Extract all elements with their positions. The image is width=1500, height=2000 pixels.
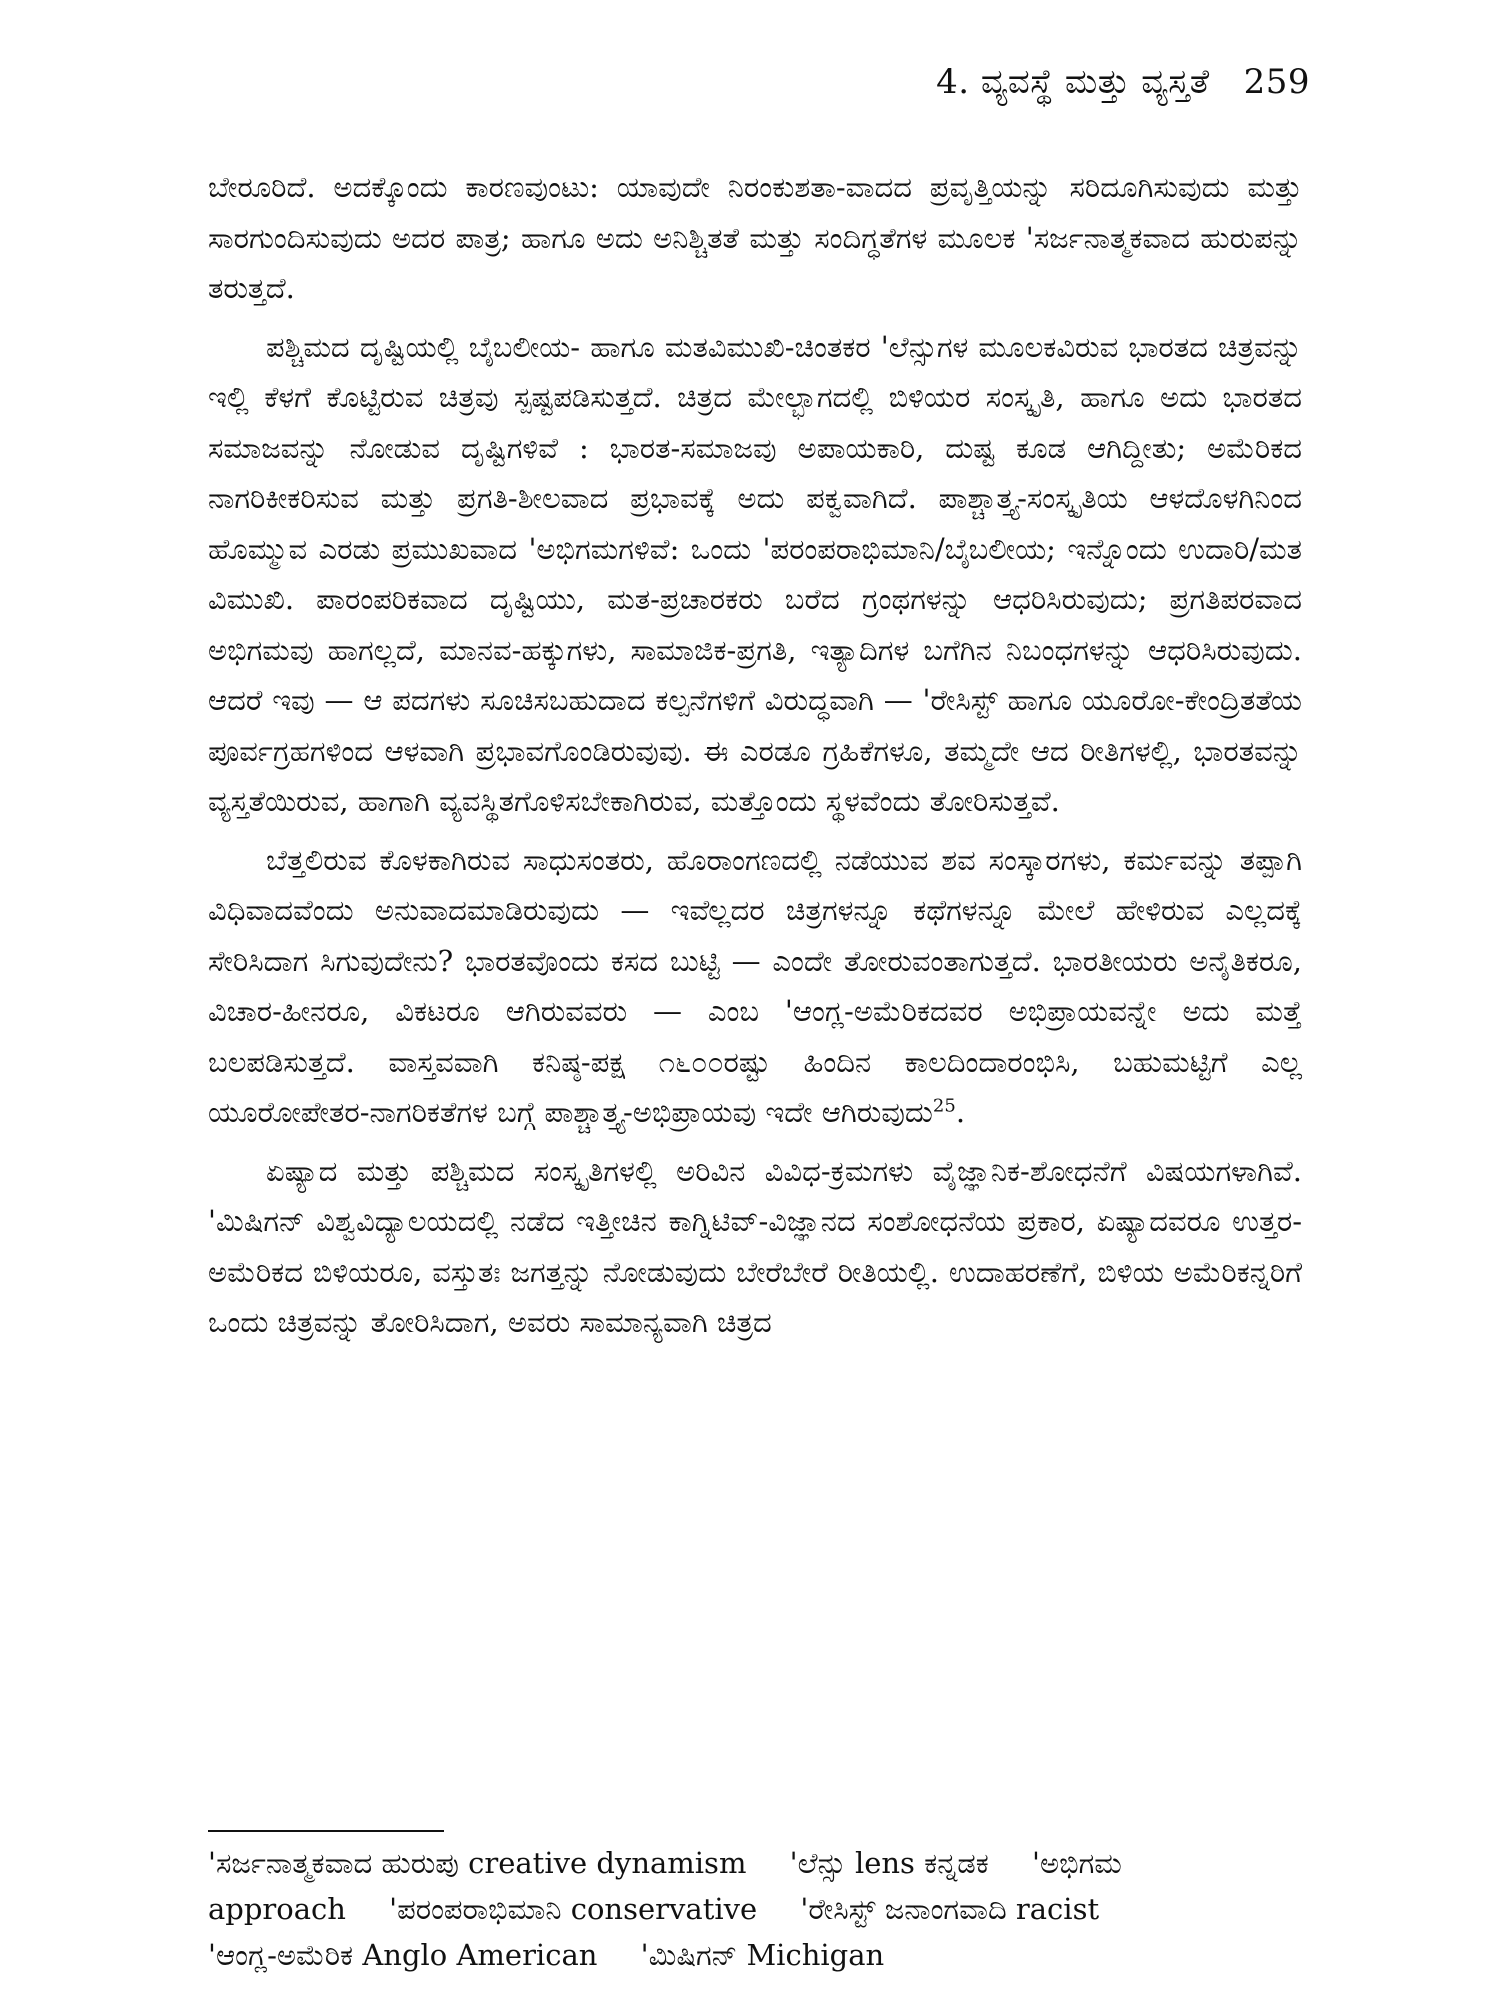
- footnote-line-2: [208, 1886, 1302, 1932]
- glossary-entry: 'ಲೆನ್ಸು lens ಕನ್ನಡಕ: [789, 1846, 989, 1880]
- footnotes: [208, 1840, 1302, 1978]
- footnote-reference: 25: [932, 1095, 956, 1117]
- footnote-line-3: [208, 1932, 1302, 1978]
- paragraph-3: ಬೆತ್ತಲಿರುವ ಕೊಳಕಾಗಿರುವ ಸಾಧುಸಂತರು, ಹೊರಾಂಗಣದಲ್ಲಿ ನಡೆಯುವ ಶವ ಸಂಸ್ಕಾರಗಳು, ಕರ್ಮವನ್ನು ತಪ್ಪಾಗಿ ವಿಧಿವಾದವೆಂದು ಅನುವಾದಮಾಡಿರುವುದು — ಇವೆಲ್ಲದರ ಚಿತ್ರಗಳನ್ನೂ ಕಥೆಗಳನ್ನೂ ಮೇಲೆ ಹೇಳಿರುವ ಎಲ್ಲದಕ್ಕೆ ಸೇರಿಸಿದಾಗ ಸಿಗುವುದೇನು? ಭಾರತವೊಂದು ಕಸದ ಬುಟ್ಟಿ — ಎಂದೇ ತೋರುವಂತಾಗುತ್ತದೆ. ಭಾರತೀಯರು ಅನೈತಿಕರೂ, ವಿಚಾರ-ಹೀನರೂ, ವಿಕಟರೂ ಆಗಿರುವವರು — ಎಂಬ 'ಆಂಗ್ಲ-ಅಮೆರಿಕದವರ ಅಭಿಪ್ರಾಯವನ್ನೇ ಅದು ಮತ್ತೆ ಬಲಪಡಿಸುತ್ತದೆ. ವಾಸ್ತವವಾಗಿ ಕನಿಷ್ಠ-ಪಕ್ಷ ೧೬೦೦ರಷ್ಟು ಹಿಂದಿನ ಕಾಲದಿಂದಾರಂಭಿಸಿ, ಬಹುಮಟ್ಟಿಗೆ ಎಲ್ಲ ಯೂರೋಪೇತರ-ನಾಗರಿಕತೆಗಳ ಬಗ್ಗೆ ಪಾಶ್ಚಾತ್ತ್ಯ-ಅಭಿಪ್ರಾಯವು ಇದೇ ಆಗಿರುವುದು$^{25}$.: [208, 842, 1302, 1129]
- glossary-entry: 'ಪರಂಪರಾಭಿಮಾನಿ conservative: [389, 1892, 758, 1926]
- footnote-divider: [208, 1830, 444, 1832]
- glossary-entry: 'ಅಭಿಗಮ: [1032, 1846, 1122, 1880]
- paragraph-3-text: ಬೆತ್ತಲಿರುವ ಕೊಳಕಾಗಿರುವ ಸಾಧುಸಂತರು, ಹೊರಾಂಗಣದಲ್ಲಿ ನಡೆಯುವ ಶವ ಸಂಸ್ಕಾರಗಳು, ಕರ್ಮವನ್ನು ತಪ್ಪಾಗಿ ವಿಧಿವಾದವೆಂದು ಅನುವಾದಮಾಡಿರುವುದು — ಇವೆಲ್ಲದರ ಚಿತ್ರಗಳನ್ನೂ ಕಥೆಗಳನ್ನೂ ಮೇಲೆ ಹೇಳಿರುವ ಎಲ್ಲದಕ್ಕೆ ಸೇರಿಸಿದಾಗ ಸಿಗುವುದೇನು? ಭಾರತವೊಂದು ಕಸದ ಬುಟ್ಟಿ — ಎಂದೇ ತೋರುವಂತಾಗುತ್ತದೆ. ಭಾರತೀಯರು ಅನೈತಿಕರೂ, ವಿಚಾರ-ಹೀನರೂ, ವಿಕಟರೂ ಆಗಿರುವವರು — ಎಂಬ 'ಆಂಗ್ಲ-ಅಮೆರಿಕದವರ ಅಭಿಪ್ರಾಯವನ್ನೇ ಅದು ಮತ್ತೆ ಬಲಪಡಿಸುತ್ತದೆ. ವಾಸ್ತವವಾಗಿ ಕನಿಷ್ಠ-ಪಕ್ಷ ೧೬೦೦ರಷ್ಟು ಹಿಂದಿನ ಕಾಲದಿಂದಾರಂಭಿಸಿ, ಬಹುಮಟ್ಟಿಗೆ ಎಲ್ಲ ಯೂರೋಪೇತರ-ನಾಗರಿಕತೆಗಳ ಬಗ್ಗೆ ಪಾಶ್ಚಾತ್ತ್ಯ-ಅಭಿಪ್ರಾಯವು ಇದೇ ಆಗಿರುವುದು: [208, 842, 1302, 1129]
- paragraph-4: ಏಷ್ಯಾದ ಮತ್ತು ಪಶ್ಚಿಮದ ಸಂಸ್ಕೃತಿಗಳಲ್ಲಿ ಅರಿವಿನ ವಿವಿಧ-ಕ್ರಮಗಳು ವೈಜ್ಞಾನಿಕ-ಶೋಧನೆಗೆ ವಿಷಯಗಳಾಗಿವೆ. 'ಮಿಷಿಗನ್ ವಿಶ್ವವಿದ್ಯಾಲಯದಲ್ಲಿ ನಡೆದ ಇತ್ತೀಚಿನ ಕಾಗ್ನಿಟಿವ್-ವಿಜ್ಞಾನದ ಸಂಶೋಧನೆಯ ಪ್ರಕಾರ, ಏಷ್ಯಾದವರೂ ಉತ್ತರ-ಅಮೆರಿಕದ ಬಿಳಿಯರೂ, ವಸ್ತುತಃ ಜಗತ್ತನ್ನು ನೋಡುವುದು ಬೇರೆಬೇರೆ ರೀತಿಯಲ್ಲಿ. ಉದಾಹರಣೆಗೆ, ಬಿಳಿಯ ಅಮೆರಿಕನ್ನರಿಗೆ ಒಂದು ಚಿತ್ರವನ್ನು ತೋರಿಸಿದಾಗ, ಅವರು ಸಾಮಾನ್ಯವಾಗಿ ಚಿತ್ರದ: [208, 1153, 1302, 1339]
- running-head: [936, 62, 1310, 102]
- paragraph-1: ಬೇರೂರಿದೆ. ಅದಕ್ಕೊಂದು ಕಾರಣವುಂಟು: ಯಾವುದೇ ನಿರಂಕುಶತಾ-ವಾದದ ಪ್ರವೃತ್ತಿಯನ್ನು ಸರಿದೂಗಿಸುವುದು ಮತ್ತು ಸಾರಗುಂದಿಸುವುದು ಅದರ ಪಾತ್ರ; ಹಾಗೂ ಅದು ಅನಿಶ್ಚಿತತೆ ಮತ್ತು ಸಂದಿಗ್ಧತೆಗಳ ಮೂಲಕ 'ಸರ್ಜನಾತ್ಮಕವಾದ ಹುರುಪನ್ನು ತರುತ್ತದೆ.: [208, 170, 1302, 305]
- running-title: 4. ವ್ಯವಸ್ಥೆ ಮತ್ತು ವ್ಯಸ್ತತೆ: [936, 62, 1210, 102]
- glossary-entry: 'ಆಂಗ್ಲ-ಅಮೆರಿಕ Anglo American: [208, 1938, 598, 1972]
- footnote-line-1: [208, 1840, 1302, 1886]
- paragraph-2: ಪಶ್ಚಿಮದ ದೃಷ್ಟಿಯಲ್ಲಿ ಬೈಬಲೀಯ- ಹಾಗೂ ಮತವಿಮುಖಿ-ಚಿಂತಕರ 'ಲೆನ್ಸುಗಳ ಮೂಲಕವಿರುವ ಭಾರತದ ಚಿತ್ರವನ್ನು ಇಲ್ಲಿ ಕೆಳಗೆ ಕೊಟ್ಟಿರುವ ಚಿತ್ರವು ಸ್ಪಷ್ಟಪಡಿಸುತ್ತದೆ. ಚಿತ್ರದ ಮೇಲ್ಭಾಗದಲ್ಲಿ ಬಿಳಿಯರ ಸಂಸ್ಕೃತಿ, ಹಾಗೂ ಅದು ಭಾರತದ ಸಮಾಜವನ್ನು ನೋಡುವ ದೃಷ್ಟಿಗಳಿವೆ : ಭಾರತ-ಸಮಾಜವು ಅಪಾಯಕಾರಿ, ದುಷ್ಟ ಕೂಡ ಆಗಿದ್ದೀತು; ಅಮೆರಿಕದ ನಾಗರಿಕೀಕರಿಸುವ ಮತ್ತು ಪ್ರಗತಿ-ಶೀಲವಾದ ಪ್ರಭಾವಕ್ಕೆ ಅದು ಪಕ್ವವಾಗಿದೆ. ಪಾಶ್ಚಾತ್ತ್ಯ-ಸಂಸ್ಕೃತಿಯ ಆಳದೊಳಗಿನಿಂದ ಹೊಮ್ಮುವ ಎರಡು ಪ್ರಮುಖವಾದ 'ಅಭಿಗಮಗಳಿವೆ: ಒಂದು 'ಪರಂಪರಾಭಿಮಾನಿ/ಬೈಬಲೀಯ; ಇನ್ನೊಂದು ಉದಾರಿ/ಮತ ವಿಮುಖಿ. ಪಾರಂಪರಿಕವಾದ ದೃಷ್ಟಿಯು, ಮತ-ಪ್ರಚಾರಕರು ಬರೆದ ಗ್ರಂಥಗಳನ್ನು ಆಧರಿಸಿರುವುದು; ಪ್ರಗತಿಪರವಾದ ಅಭಿಗಮವು ಹಾಗಲ್ಲದೆ, ಮಾನವ-ಹಕ್ಕುಗಳು, ಸಾಮಾಜಿಕ-ಪ್ರಗತಿ, ಇತ್ಯಾದಿಗಳ ಬಗೆಗಿನ ನಿಬಂಧಗಳನ್ನು ಆಧರಿಸಿರುವುದು. ಆದರೆ ಇವು — ಆ ಪದಗಳು ಸೂಚಿಸಬಹುದಾದ ಕಲ್ಪನೆಗಳಿಗೆ ವಿರುದ್ಧವಾಗಿ — 'ರೇಸಿಸ್ಟ್ ಹಾಗೂ ಯೂರೋ-ಕೇಂದ್ರಿತತೆಯ ಪೂರ್ವಗ್ರಹಗಳಿಂದ ಆಳವಾಗಿ ಪ್ರಭಾವಗೊಂಡಿರುವುವು. ಈ ಎರಡೂ ಗ್ರಹಿಕೆಗಳೂ, ತಮ್ಮದೇ ಆದ ರೀತಿಗಳಲ್ಲಿ, ಭಾರತವನ್ನು ವ್ಯಸ್ತತೆಯಿರುವ, ಹಾಗಾಗಿ ವ್ಯವಸ್ಥಿತಗೊಳಿಸಬೇಕಾಗಿರುವ, ಮತ್ತೊಂದು ಸ್ಥಳವೆಂದು ತೋರಿಸುತ್ತವೆ.: [208, 329, 1302, 818]
- body-text: [208, 162, 1302, 1356]
- glossary-entry: 'ಸರ್ಜನಾತ್ಮಕವಾದ ಹುರುಪು creative dynamism: [208, 1846, 747, 1880]
- page-number: 259: [1243, 62, 1310, 102]
- glossary-entry: 'ರೇಸಿಸ್ಟ್ ಜನಾಂಗವಾದಿ racist: [800, 1892, 1100, 1926]
- glossary-entry: approach: [208, 1892, 346, 1926]
- glossary-entry: 'ಮಿಷಿಗನ್ Michigan: [640, 1938, 885, 1972]
